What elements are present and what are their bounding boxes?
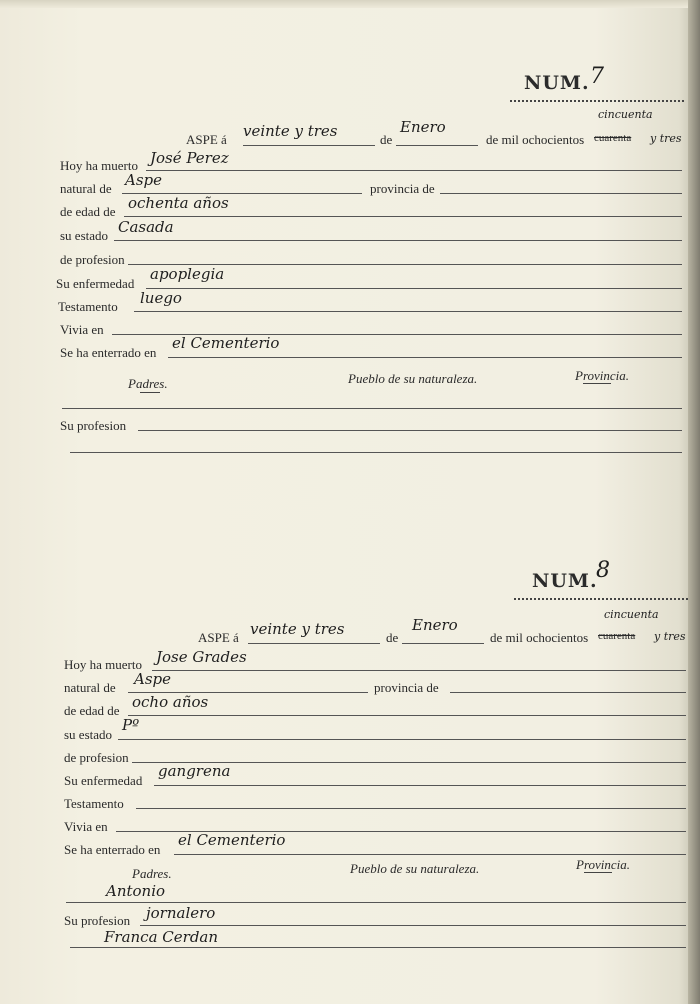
their-profession-line: [140, 925, 686, 926]
year-struck: cuarenta: [598, 630, 636, 642]
died-label: Hoy ha muerto: [64, 657, 142, 672]
profession-label: de profesion: [64, 750, 129, 765]
lived-label: Vivia en: [60, 322, 104, 337]
testament-line: [136, 808, 686, 809]
month-value: Enero: [400, 118, 446, 136]
year-suffix: y tres: [650, 132, 682, 145]
year-struck: cuarenta: [594, 132, 632, 144]
year-prefix: de mil ochocientos: [490, 630, 589, 645]
prov-label: Provincia.: [575, 368, 630, 383]
province-label: provincia de: [370, 181, 435, 196]
testament-label: Testamento: [58, 299, 118, 314]
their-profession-value: jornalero: [146, 904, 216, 922]
died-label: Hoy ha muerto: [60, 158, 138, 173]
year-correction: cincuenta: [604, 608, 659, 621]
native-label: natural de: [60, 181, 112, 196]
year-correction: cincuenta: [598, 108, 653, 121]
illness-value: apoplegia: [150, 265, 225, 283]
illness-line: [154, 785, 686, 786]
native-label: natural de: [64, 680, 116, 695]
parents-label: Padres.: [132, 866, 172, 881]
parents-label: Padres.: [128, 376, 168, 391]
died-line: [152, 670, 686, 671]
parent-1-value: Antonio: [106, 882, 166, 900]
place-label: ASPE á: [186, 132, 227, 147]
de-label: de: [380, 132, 393, 147]
place-label: ASPE á: [198, 630, 239, 645]
their-profession-label: Su profesion: [60, 418, 127, 433]
their-profession-label: Su profesion: [64, 913, 131, 928]
day-value: veinte y tres: [243, 122, 338, 140]
illness-label: Su enfermedad: [64, 773, 143, 788]
testament-value: luego: [140, 289, 182, 307]
age-line: [128, 715, 686, 716]
age-value: ochenta años: [128, 194, 229, 212]
buried-line: [174, 854, 686, 855]
parent-2-value: Franca Cerdan: [104, 928, 219, 946]
record-number-value: 8: [596, 558, 610, 583]
de-label: de: [386, 630, 399, 645]
age-value: ocho años: [132, 693, 209, 711]
state-label: su estado: [64, 727, 113, 742]
lived-label: Vivia en: [64, 819, 108, 834]
day-line: [248, 643, 380, 644]
state-value: Pº: [122, 716, 140, 734]
native-value: Aspe: [134, 670, 172, 688]
illness-label: Su enfermedad: [56, 276, 135, 291]
year-prefix: de mil ochocientos: [486, 132, 585, 147]
month-line: [402, 643, 484, 644]
record-number-label: NUM.: [524, 72, 590, 94]
buried-label: Se ha enterrado en: [60, 345, 157, 360]
state-value: Casada: [118, 218, 174, 236]
age-label: de edad de: [64, 703, 120, 718]
buried-value: el Cementerio: [178, 831, 286, 849]
state-line: [118, 739, 686, 740]
town-label: Pueblo de su naturaleza.: [350, 861, 480, 876]
province-label: provincia de: [374, 680, 439, 695]
day-value: veinte y tres: [250, 620, 345, 638]
died-value: Jose Grades: [156, 648, 247, 666]
age-label: de edad de: [60, 204, 116, 219]
profession-label: de profesion: [60, 252, 125, 267]
native-value: Aspe: [125, 171, 163, 189]
prov-underline: [584, 872, 612, 873]
record-number-value: 7: [590, 64, 604, 89]
illness-value: gangrena: [158, 762, 231, 780]
testament-label: Testamento: [64, 796, 124, 811]
state-label: su estado: [60, 228, 109, 243]
buried-label: Se ha enterrado en: [64, 842, 161, 857]
town-label: Pueblo de su naturaleza.: [348, 371, 478, 386]
number-underline: [514, 598, 688, 600]
buried-value: el Cementerio: [172, 334, 280, 352]
died-value: José Perez: [150, 149, 229, 167]
month-value: Enero: [412, 616, 458, 634]
parent-2-line: [70, 947, 686, 948]
parent-1-line: [66, 902, 686, 903]
record-number-label: NUM.: [532, 570, 598, 592]
province-line: [450, 692, 686, 693]
year-suffix: y tres: [654, 630, 686, 643]
prov-label: Provincia.: [576, 857, 631, 872]
